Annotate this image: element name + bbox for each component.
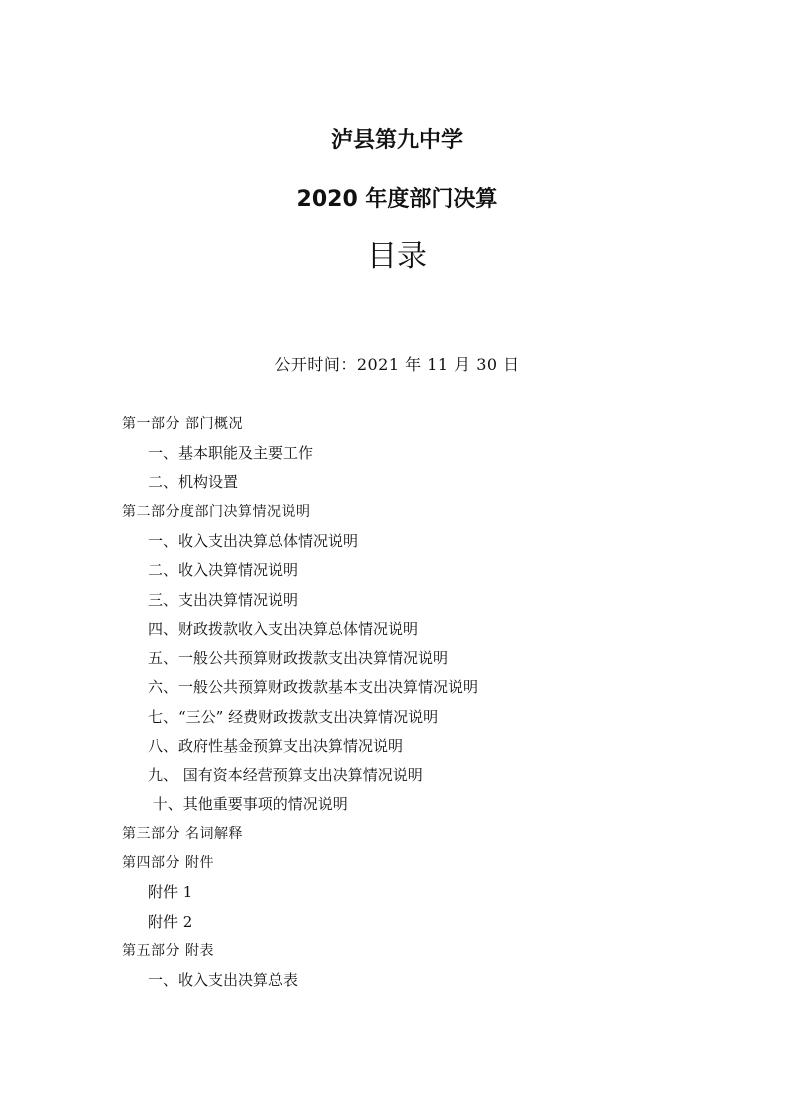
publish-date: 公开时间：2021 年 11 月 30 日 (274, 355, 520, 374)
toc-part-1: 第一部分 部门概况 (122, 416, 243, 432)
document-title: 2020 年度部门决算 (296, 187, 498, 212)
toc-item: 附件 1 (148, 883, 193, 901)
toc-item: 六、一般公共预算财政拨款基本支出决算情况说明 (148, 678, 479, 696)
toc-item: 二、收入决算情况说明 (148, 561, 299, 579)
toc-item: 四、财政拨款收入支出决算总体情况说明 (148, 620, 419, 638)
toc-item: 十、其他重要事项的情况说明 (148, 795, 348, 813)
toc-item: 一、收入支出决算总体情况说明 (148, 532, 359, 550)
toc-heading: 目录 (367, 239, 427, 274)
toc-part-3: 第三部分 名词解释 (122, 826, 243, 842)
toc-item: 一、收入支出决算总表 (148, 971, 299, 989)
toc-item: 九、 国有资本经营预算支出决算情况说明 (148, 766, 423, 784)
toc-item: 八、政府性基金预算支出决算情况说明 (148, 737, 404, 755)
toc-item: 附件 2 (148, 913, 193, 931)
toc-part-5: 第五部分 附表 (122, 943, 214, 959)
toc-item: 五、一般公共预算财政拨款支出决算情况说明 (148, 649, 449, 667)
toc-part-2: 第二部分度部门决算情况说明 (122, 504, 311, 520)
toc-item: 二、机构设置 (148, 473, 239, 491)
organization-name: 泸县第九中学 (330, 127, 463, 153)
toc-part-4: 第四部分 附件 (122, 855, 214, 871)
toc-item: 七、“三公” 经费财政拨款支出决算情况说明 (148, 708, 439, 726)
toc-item: 一、基本职能及主要工作 (148, 444, 314, 462)
toc-item: 三、支出决算情况说明 (148, 591, 299, 609)
